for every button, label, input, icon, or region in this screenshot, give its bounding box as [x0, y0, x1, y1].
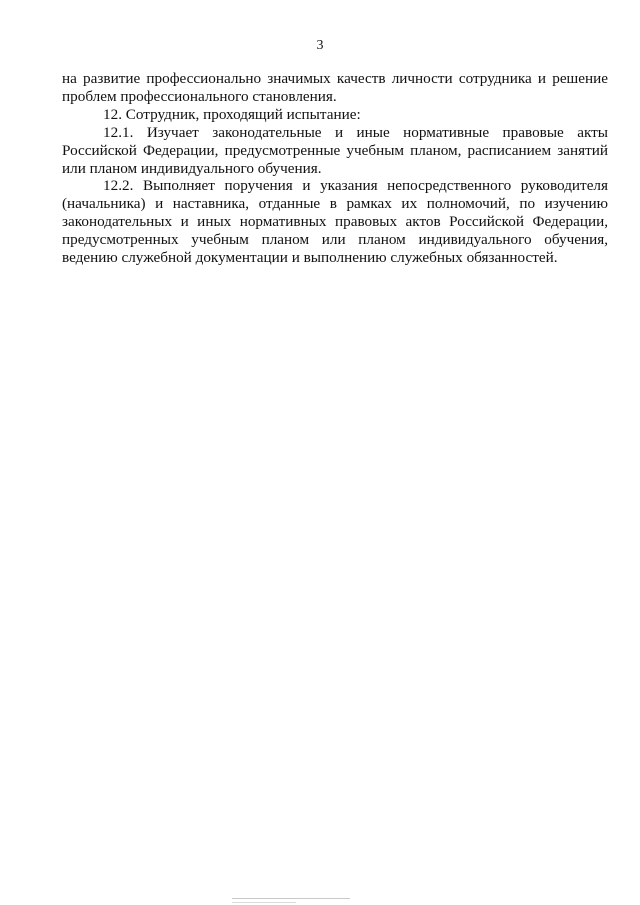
text-line: законодательных и иных нормативных правовых актов Российской Федерации, — [62, 213, 608, 231]
text-line: (начальника) и наставника, отданные в рамках их полномочий, по изучению — [62, 195, 608, 213]
text-line: 12.2. Выполняет поручения и указания непосредственного руководителя — [103, 177, 608, 195]
scan-artifact-line — [232, 902, 296, 903]
paragraph-item-12-1 — [62, 124, 608, 178]
paragraph-continuation — [62, 70, 608, 106]
paragraph-item-12-2 — [62, 177, 608, 267]
paragraph-item-12 — [62, 106, 608, 124]
page-number: 3 — [316, 38, 324, 53]
text-line: 12. Сотрудник, проходящий испытание: — [103, 105, 361, 123]
text-line: на развитие профессионально значимых качеств личности сотрудника и решение — [62, 70, 608, 87]
text-line: предусмотренных учебным планом или планом индивидуального обучения, — [62, 231, 608, 249]
document-body — [62, 70, 608, 267]
text-line: 12.1. Изучает законодательные и иные нормативные правовые акты — [103, 123, 608, 141]
scan-artifact-line — [232, 898, 350, 899]
text-line: или планом индивидуального обучения. — [62, 159, 322, 177]
text-line: проблем профессионального становления. — [62, 87, 337, 105]
text-line: Российской Федерации, предусмотренные учебным планом, расписанием занятий — [62, 141, 608, 159]
text-line: ведению служебной документации и выполнению служебных обязанностей. — [62, 249, 558, 267]
